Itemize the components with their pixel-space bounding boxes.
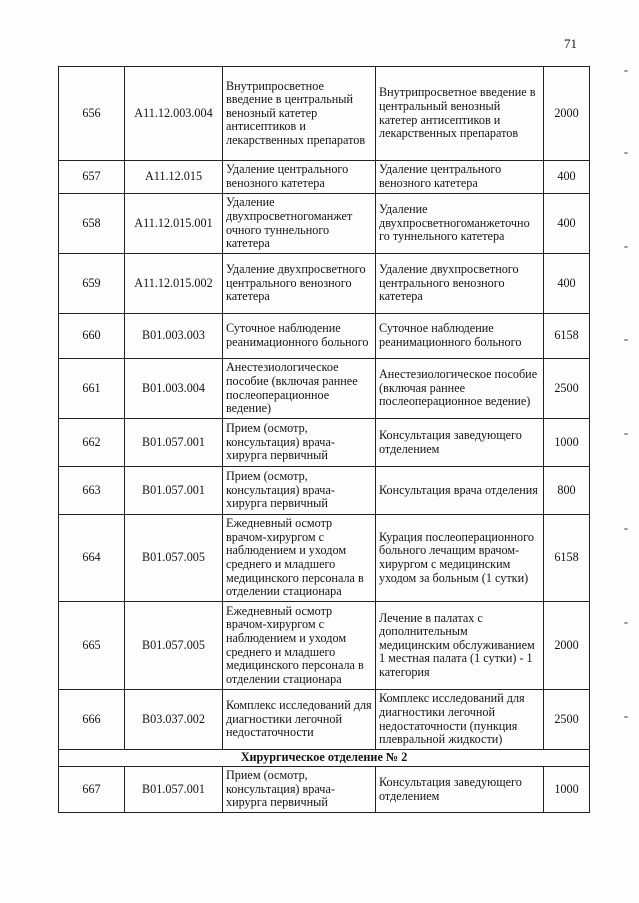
service-code: B01.003.003 <box>125 314 223 359</box>
service-code: B01.057.001 <box>125 419 223 467</box>
service-code: B01.057.001 <box>125 767 223 813</box>
service-price: 2000 <box>544 67 590 161</box>
service-code: B01.057.005 <box>125 515 223 602</box>
service-code: B01.003.004 <box>125 359 223 419</box>
table-row <box>59 194 590 254</box>
table-row <box>59 161 590 194</box>
service-name: Анестезиологическое пособие (включая раннее послеоперационное ведение) <box>223 359 376 419</box>
service-code: A11.12.015 <box>125 161 223 194</box>
row-number: 665 <box>59 602 125 690</box>
table-row <box>59 419 590 467</box>
row-number: 662 <box>59 419 125 467</box>
row-number: 659 <box>59 254 125 314</box>
service-description: Консультация заведующего отделением <box>376 419 544 467</box>
service-price: 2500 <box>544 359 590 419</box>
scan-edge-mark <box>624 70 628 72</box>
service-price: 6158 <box>544 515 590 602</box>
table-row <box>59 359 590 419</box>
service-price: 2500 <box>544 690 590 750</box>
row-number: 661 <box>59 359 125 419</box>
row-number: 660 <box>59 314 125 359</box>
service-description: Внутрипросветное введение в центральный венозный катетер антисептиков и лекарственных препаратов <box>376 67 544 161</box>
service-name: Комплекс исследований для диагностики легочной недостаточности <box>223 690 376 750</box>
scan-edge-mark <box>624 246 628 248</box>
service-price: 1000 <box>544 767 590 813</box>
row-number: 657 <box>59 161 125 194</box>
service-description: Анестезиологическое пособие (включая раннее послеоперационное ведение) <box>376 359 544 419</box>
service-price: 800 <box>544 467 590 515</box>
service-name: Суточное наблюдение реанимационного больного <box>223 314 376 359</box>
table-row <box>59 314 590 359</box>
service-description: Лечение в палатах с дополнительным медицинским обслуживанием 1 местная палата (1 сутки) - 1 категория <box>376 602 544 690</box>
service-description: Комплекс исследований для диагностики легочной недостаточности (пункция плевральной жидкости) <box>376 690 544 750</box>
service-name: Ежедневный осмотр врачом-хирургом с наблюдением и уходом среднего и младшего медицинского персонала в отделении стационара <box>223 602 376 690</box>
scan-edge-mark <box>624 152 628 154</box>
scan-edge-mark <box>624 433 628 435</box>
service-name: Удаление центрального венозного катетера <box>223 161 376 194</box>
service-price: 400 <box>544 161 590 194</box>
service-price: 400 <box>544 254 590 314</box>
service-name: Прием (осмотр, консультация) врача-хирурга первичный <box>223 767 376 813</box>
service-code: A11.12.015.001 <box>125 194 223 254</box>
service-code: B01.057.005 <box>125 602 223 690</box>
service-name: Внутрипросветное введение в центральный венозный катетер антисептиков и лекарственных препаратов <box>223 67 376 161</box>
service-description: Удаление центрального венозного катетера <box>376 161 544 194</box>
service-description: Курация послеоперационного больного лечащим врачом-хирургом с медицинским уходом за больным (1 сутки) <box>376 515 544 602</box>
table-row <box>59 254 590 314</box>
service-code: B03.037.002 <box>125 690 223 750</box>
scan-edge-mark <box>624 528 628 530</box>
service-name: Прием (осмотр, консультация) врача-хирурга первичный <box>223 467 376 515</box>
service-code: A11.12.015.002 <box>125 254 223 314</box>
service-price: 400 <box>544 194 590 254</box>
service-description: Консультация врача отделения <box>376 467 544 515</box>
page-number: 71 <box>564 36 577 51</box>
table-row <box>59 767 590 813</box>
table-row <box>59 602 590 690</box>
table-row <box>59 690 590 750</box>
row-number: 667 <box>59 767 125 813</box>
service-name: Удаление двухпросветногоманжет очного туннельного катетера <box>223 194 376 254</box>
section-title: Хирургическое отделение № 2 <box>59 750 590 767</box>
service-name: Удаление двухпросветного центрального венозного катетера <box>223 254 376 314</box>
table-row <box>59 467 590 515</box>
table-row <box>59 67 590 161</box>
row-number: 663 <box>59 467 125 515</box>
service-price: 2000 <box>544 602 590 690</box>
service-code: B01.057.001 <box>125 467 223 515</box>
row-number: 656 <box>59 67 125 161</box>
service-price: 1000 <box>544 419 590 467</box>
table-row <box>59 515 590 602</box>
service-description: Суточное наблюдение реанимационного больного <box>376 314 544 359</box>
service-name: Ежедневный осмотр врачом-хирургом с наблюдением и уходом среднего и младшего медицинского персонала в отделении стационара <box>223 515 376 602</box>
service-description: Удаление двухпросветного центрального венозного катетера <box>376 254 544 314</box>
service-name: Прием (осмотр, консультация) врача-хирурга первичный <box>223 419 376 467</box>
price-list-table <box>58 66 590 813</box>
row-number: 664 <box>59 515 125 602</box>
scan-edge-mark <box>624 716 628 718</box>
scan-edge-mark <box>624 622 628 624</box>
service-description: Консультация заведующего отделением <box>376 767 544 813</box>
section-header-row <box>59 750 590 767</box>
row-number: 666 <box>59 690 125 750</box>
service-code: A11.12.003.004 <box>125 67 223 161</box>
service-price: 6158 <box>544 314 590 359</box>
row-number: 658 <box>59 194 125 254</box>
service-description: Удаление двухпросветногоманжеточно го туннельного катетера <box>376 194 544 254</box>
scan-edge-mark <box>624 339 628 341</box>
